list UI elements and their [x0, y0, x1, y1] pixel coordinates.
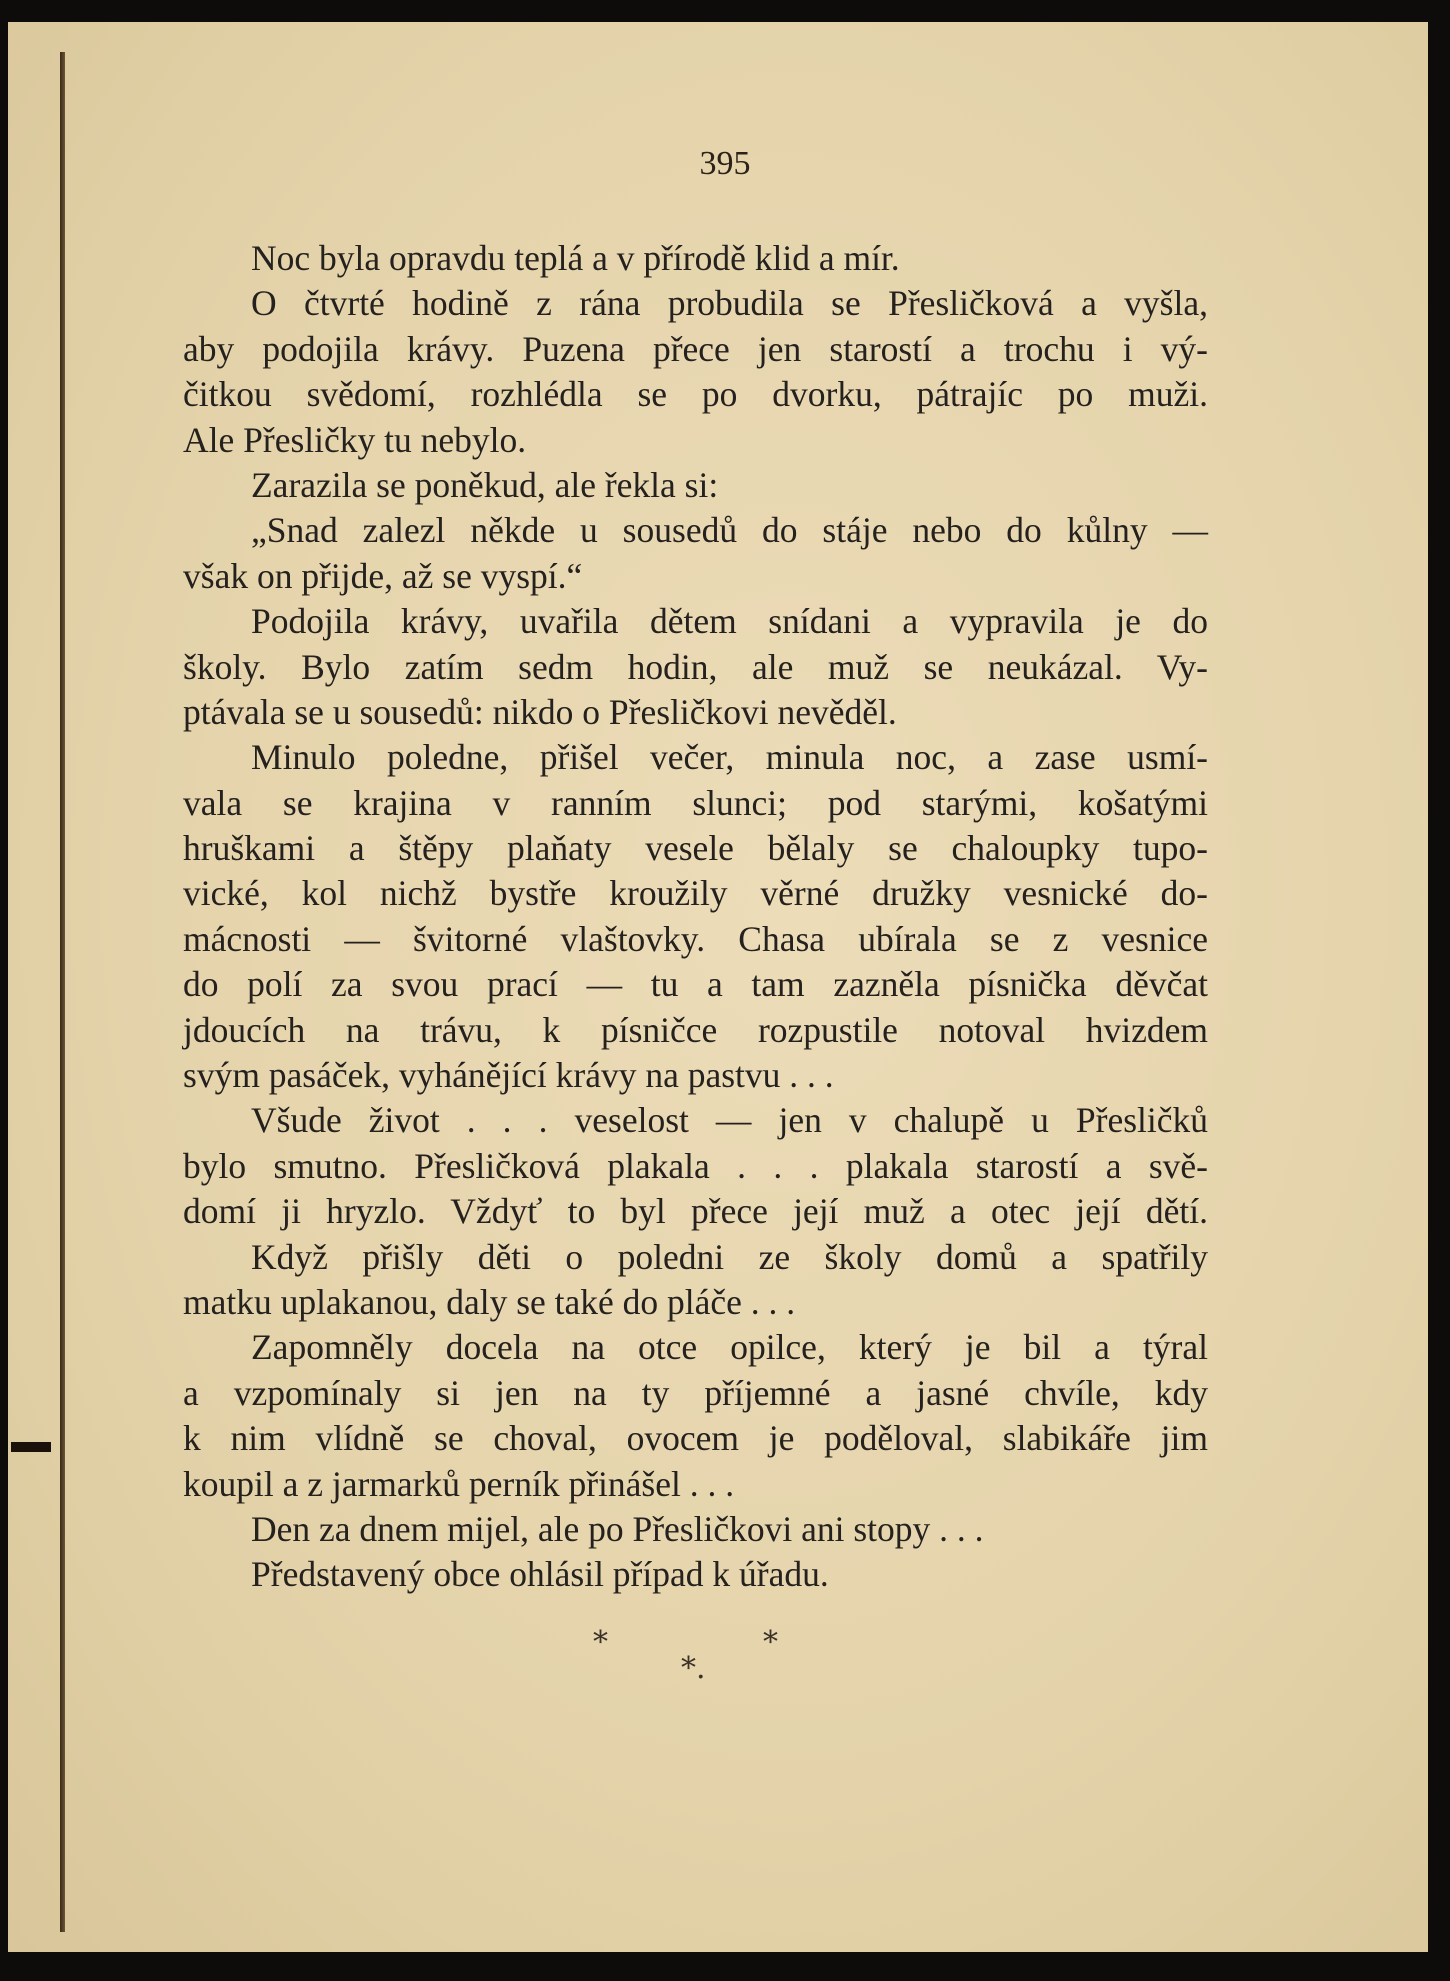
text-line: aby podojila krávy. Puzena přece jen starostí a trochu i vý-: [183, 328, 1208, 369]
text-line: Ale Přesličky tu nebylo.: [183, 419, 527, 460]
text-line: však on přijde, až se vyspí.“: [183, 555, 583, 596]
text-line: vala se krajina v ranním slunci; pod starými, košatými: [183, 782, 1208, 823]
text-line: O čtvrté hodině z rána probudila se Přesličková a vyšla,: [251, 283, 1208, 324]
text-line: k nim vlídně se choval, ovocem je poděloval, slabikáře jim: [183, 1418, 1208, 1459]
text-line: školy. Bylo zatím sedm hodin, ale muž se neukázal. Vy-: [183, 646, 1208, 687]
text-line: čitkou svědomí, rozhlédla se po dvorku, pátrajíc po muži.: [183, 374, 1208, 415]
text-line: a vzpomínaly si jen na ty příjemné a jasné chvíle, kdy: [183, 1372, 1208, 1413]
page-number: 395: [699, 145, 751, 182]
text-line: „Snad zalezl někde u sousedů do stáje nebo do kůlny —: [251, 510, 1208, 551]
text-line: ptávala se u sousedů: nikdo o Přesličkovi nevěděl.: [183, 691, 897, 732]
ribbon-marker: [11, 1442, 51, 1452]
text-line: matku uplakanou, daly se také do pláče . . .: [183, 1281, 796, 1322]
text-line: mácnosti — švitorné vlaštovky. Chasa ubírala se z vesnice: [183, 918, 1208, 959]
text-line: Podojila krávy, uvařila dětem snídani a vypravila je do: [251, 601, 1208, 642]
text-line: hruškami a štěpy plaňaty vesele bělaly se chaloupky tupo-: [183, 828, 1208, 869]
section-break-star: *.: [681, 1651, 706, 1686]
text-line: Zapomněly docela na otce opilce, který je bil a týral: [251, 1327, 1208, 1368]
text-line: Když přišly děti o poledni ze školy domů a spatřily: [251, 1236, 1208, 1277]
text-line: koupil a z jarmarků perník přinášel . . .: [183, 1463, 735, 1504]
text-line: vické, kol nichž bystře kroužily věrné družky vesnické do-: [183, 873, 1208, 914]
text-line: svým pasáček, vyhánějící krávy na pastvu . . .: [183, 1055, 834, 1096]
text-line: jdoucích na trávu, k písničce rozpustile notoval hvizdem: [183, 1009, 1208, 1050]
text-line: do polí za svou prací — tu a tam zazněla písnička děvčat: [183, 964, 1208, 1005]
text-line: Den za dnem mijel, ale po Přesličkovi ani stopy . . .: [251, 1508, 984, 1549]
text-line: Představený obce ohlásil případ k úřadu.: [251, 1554, 829, 1595]
text-line: domí ji hryzlo. Vždyť to byl přece její muž a otec její dětí.: [183, 1191, 1208, 1232]
page-gutter: [60, 52, 65, 1932]
text-line: Zarazila se poněkud, ale řekla si:: [251, 464, 719, 505]
body-text: [183, 236, 1208, 1598]
text-line: bylo smutno. Přesličková plakala . . . plakala starostí a svě-: [183, 1145, 1208, 1186]
section-break-star: *: [593, 1625, 608, 1660]
section-break-star: *: [763, 1625, 778, 1660]
text-line: Noc byla opravdu teplá a v přírodě klid a mír.: [251, 238, 900, 278]
text-line: Všude život . . . veselost — jen v chalupě u Přesličků: [251, 1100, 1208, 1141]
text-line: Minulo poledne, přišel večer, minula noc, a zase usmí-: [251, 737, 1208, 778]
